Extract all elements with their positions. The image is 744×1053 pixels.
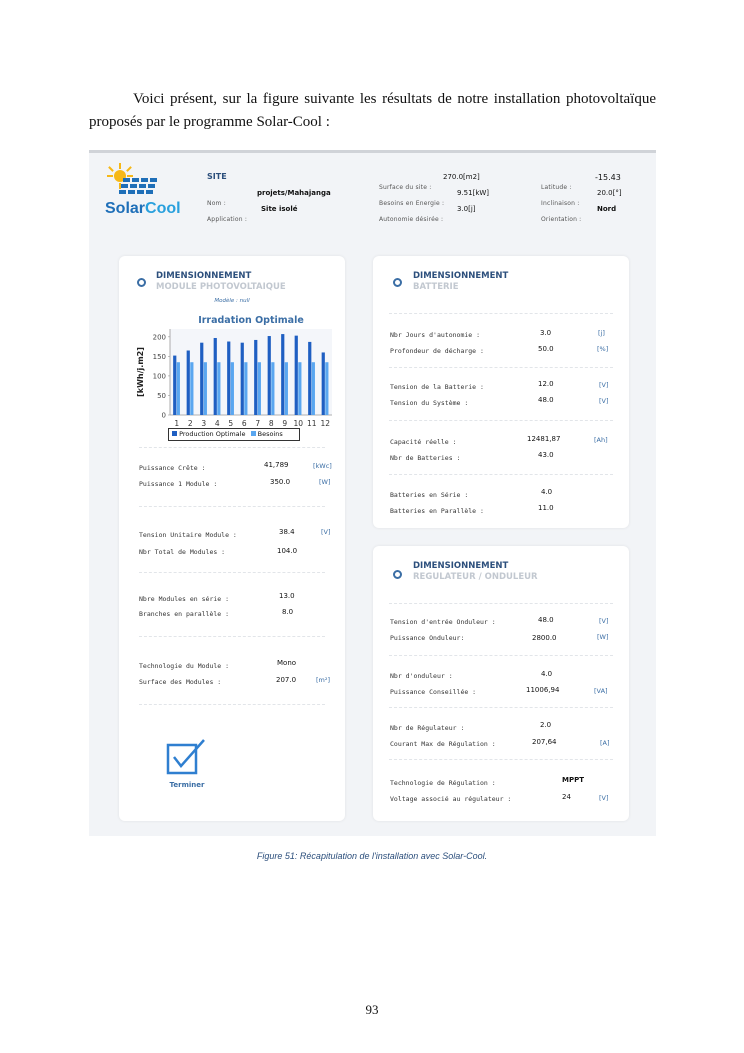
plot-area: [170, 329, 332, 415]
y-tick-label: 100: [152, 372, 166, 381]
bar-besoins: [177, 362, 180, 415]
x-tick-label: 3: [201, 419, 207, 428]
site-nom: Nom :: [207, 200, 226, 207]
regulateur-row-label: Nbr d'onduleur :: [390, 672, 453, 680]
regulateur-row-value: 11006,94: [526, 686, 560, 694]
pv-row-label: Nbr Total de Modules :: [139, 548, 226, 556]
regulateur-row-unit: [W]: [597, 633, 609, 641]
bar-production: [200, 343, 203, 415]
surface-value: 270.0[m2]: [443, 173, 480, 181]
x-tick-label: 2: [187, 419, 193, 428]
batterie-row-value: 12481,87: [527, 435, 561, 443]
bar-production: [187, 351, 190, 416]
bar-production: [322, 352, 325, 415]
legend-swatch-production: [172, 431, 177, 436]
batterie-row-value: 3.0: [540, 329, 552, 337]
intro-paragraph: Voici présent, sur la figure suivante les résultats de notre installation photovoltaïque proposés par le programme Solar-Cool :: [89, 91, 656, 130]
inclinaison-value: 20.0[°]: [597, 189, 622, 197]
x-tick-label: 6: [241, 419, 247, 428]
autonomie-value: 3.0[j]: [457, 205, 476, 213]
pv-modele: Modèle : null: [214, 298, 250, 304]
pv-row-value: 41,789: [264, 461, 289, 469]
bar-besoins: [204, 362, 207, 415]
batterie-row-unit: [Ah]: [594, 436, 608, 444]
y-tick-label: 200: [152, 333, 166, 342]
batterie-row-label: Capacité réelle :: [390, 438, 457, 446]
x-tick-label: 12: [320, 419, 331, 428]
site-application-value: Site isolé: [261, 205, 298, 213]
y-axis-label: [kWh/j.m2]: [136, 347, 145, 397]
bar-besoins: [271, 362, 274, 415]
regulateur-row-value: MPPT: [562, 776, 585, 784]
bar-production: [254, 340, 257, 415]
orientation-label: Orientation :: [541, 216, 582, 223]
pv-row-value: 207.0: [276, 676, 297, 684]
regulateur-row-label: Puissance Onduleur:: [390, 634, 465, 642]
bar-besoins: [217, 362, 220, 415]
regulateur-row-value: 2800.0: [532, 634, 557, 642]
batterie-row-label: Tension du Système :: [390, 399, 469, 407]
pv-row-value: Mono: [277, 659, 297, 667]
solar-cool-logo-text: SolarCool: [105, 200, 181, 217]
batterie-row-value: 11.0: [538, 504, 554, 512]
latitude-value: -15.43: [595, 173, 621, 182]
pv-row-label: Puissance 1 Module :: [139, 480, 218, 488]
surface-label: Surface du site :: [379, 184, 432, 191]
pv-row-value: 13.0: [279, 592, 295, 600]
regulateur-row-label: Tension d'entrée Onduleur :: [390, 618, 496, 626]
site-title: SITE: [207, 172, 227, 181]
regulateur-row-value: 48.0: [538, 616, 554, 624]
regulateur-row-label: Technologie de Régulation :: [390, 779, 496, 787]
pv-row-value: 104.0: [277, 547, 298, 555]
pv-row-unit: [m²]: [316, 676, 331, 684]
bar-besoins: [244, 362, 247, 415]
bar-production: [173, 356, 176, 415]
batterie-row-label: Profondeur de décharge :: [390, 347, 484, 355]
x-tick-label: 4: [214, 419, 220, 428]
bar-besoins: [285, 362, 288, 415]
inclinaison-label: Inclinaison :: [541, 200, 580, 207]
regulateur-row-unit: [VA]: [594, 687, 608, 695]
bar-production: [214, 338, 217, 415]
regulateur-row-label: Puissance Conseillée :: [390, 688, 477, 696]
pv-card: [119, 256, 345, 821]
regulateur-row-unit: [V]: [599, 794, 609, 802]
regulateur-row-unit: [V]: [599, 617, 609, 625]
pv-row-label: Surface des Modules :: [139, 678, 222, 686]
site-application: Application :: [207, 216, 248, 223]
bar-production: [308, 342, 311, 415]
batterie-row-label: Batteries en Parallèle :: [390, 507, 484, 515]
bar-besoins: [325, 362, 328, 415]
batterie-row-unit: [%]: [597, 345, 609, 353]
regulateur-bullet-icon: [393, 570, 402, 579]
batterie-row-value: 12.0: [538, 380, 554, 388]
y-tick-label: 0: [161, 411, 166, 420]
pv-row-label: Branches en parallèle :: [139, 610, 230, 618]
batterie-row-value: 4.0: [541, 488, 553, 496]
bar-production: [268, 336, 271, 415]
pv-title: DIMENSIONNEMENT MODULE PHOTOVOLTAIQUE: [156, 271, 286, 292]
solar-cool-screenshot: [89, 150, 656, 836]
pv-row-unit: [V]: [321, 528, 331, 536]
batterie-row-unit: [V]: [599, 397, 609, 405]
chart-legend: [168, 428, 300, 441]
pv-row-label: Tension Unitaire Module :: [139, 531, 237, 539]
pv-row-label: Puissance Crête :: [139, 464, 206, 472]
pv-bullet-icon: [137, 278, 146, 287]
terminer-check-icon[interactable]: [166, 737, 208, 777]
x-tick-label: 1: [174, 419, 180, 428]
regulateur-row-label: Nbr de Régulateur :: [390, 724, 465, 732]
pv-row-value: 350.0: [270, 478, 291, 486]
chart-title: Irradation Optimale: [198, 315, 304, 326]
batterie-row-value: 43.0: [538, 451, 554, 459]
regulateur-row-unit: [A]: [600, 739, 610, 747]
legend-label-production: Production Optimale: [179, 430, 246, 438]
batterie-title: DIMENSIONNEMENT BATTERIE: [413, 271, 509, 292]
bar-besoins: [231, 362, 234, 415]
site-nom-value: projets/Mahajanga: [257, 189, 331, 197]
regulateur-title: DIMENSIONNEMENT REGULATEUR / ONDULEUR: [413, 561, 538, 582]
page-number: 93: [365, 1002, 379, 1017]
y-tick-label: 50: [157, 391, 166, 400]
legend-label-besoins: Besoins: [257, 430, 283, 438]
batterie-row-value: 48.0: [538, 396, 554, 404]
figure-caption: Figure 51: Récapitulation de l'installation avec Solar-Cool.: [256, 851, 488, 861]
batterie-bullet-icon: [393, 278, 402, 287]
x-tick-label: 5: [228, 419, 234, 428]
bar-production: [241, 343, 244, 415]
bar-besoins: [190, 362, 193, 415]
pv-row-unit: [W]: [319, 478, 331, 486]
bar-production: [295, 336, 298, 415]
legend-swatch-besoins: [251, 431, 256, 436]
bar-besoins: [298, 362, 301, 415]
autonomie-label: Autonomie désirée :: [379, 216, 444, 223]
besoins-label: Besoins en Energie :: [379, 200, 445, 207]
batterie-row-unit: [V]: [599, 381, 609, 389]
regulateur-row-label: Voltage associé au régulateur :: [390, 795, 512, 803]
bar-production: [227, 342, 230, 415]
batterie-row-label: Batteries en Série :: [390, 491, 469, 499]
x-tick-label: 10: [293, 419, 304, 428]
pv-row-value: 8.0: [282, 608, 294, 616]
y-tick-label: 150: [152, 352, 166, 361]
x-tick-label: 8: [268, 419, 274, 428]
batterie-row-label: Tension de la Batterie :: [390, 383, 484, 391]
solar-cool-logo-icon: [103, 159, 167, 201]
batterie-row-value: 50.0: [538, 345, 554, 353]
x-tick-label: 11: [306, 419, 317, 428]
bar-production: [281, 334, 284, 415]
x-tick-label: 9: [282, 419, 288, 428]
bar-besoins: [258, 362, 261, 415]
orientation-value: Nord: [597, 205, 617, 213]
batterie-row-label: Nbr Jours d'autonomie :: [390, 331, 481, 339]
irradiation-chart: [125, 311, 345, 445]
pv-row-unit: [kWc]: [313, 462, 332, 470]
pv-row-label: Nbre Modules en série :: [139, 595, 230, 603]
batterie-row-unit: [j]: [598, 329, 605, 337]
regulateur-row-value: 24: [562, 793, 571, 801]
regulateur-row-value: 4.0: [541, 670, 553, 678]
batterie-card: [373, 256, 629, 528]
pv-row-value: 38.4: [279, 528, 295, 536]
terminer-button[interactable]: Terminer: [169, 781, 205, 789]
regulateur-row-label: Courant Max de Régulation :: [390, 740, 496, 748]
regulateur-row-value: 207,64: [532, 738, 557, 746]
besoins-value: 9.51[kW]: [457, 189, 490, 197]
bar-besoins: [312, 362, 315, 415]
pv-row-label: Technologie du Module :: [139, 662, 230, 670]
regulateur-card: [373, 546, 629, 821]
regulateur-row-value: 2.0: [540, 721, 552, 729]
batterie-row-label: Nbr de Batteries :: [390, 454, 461, 462]
x-tick-label: 7: [255, 419, 261, 428]
latitude-label: Latitude :: [541, 184, 572, 191]
